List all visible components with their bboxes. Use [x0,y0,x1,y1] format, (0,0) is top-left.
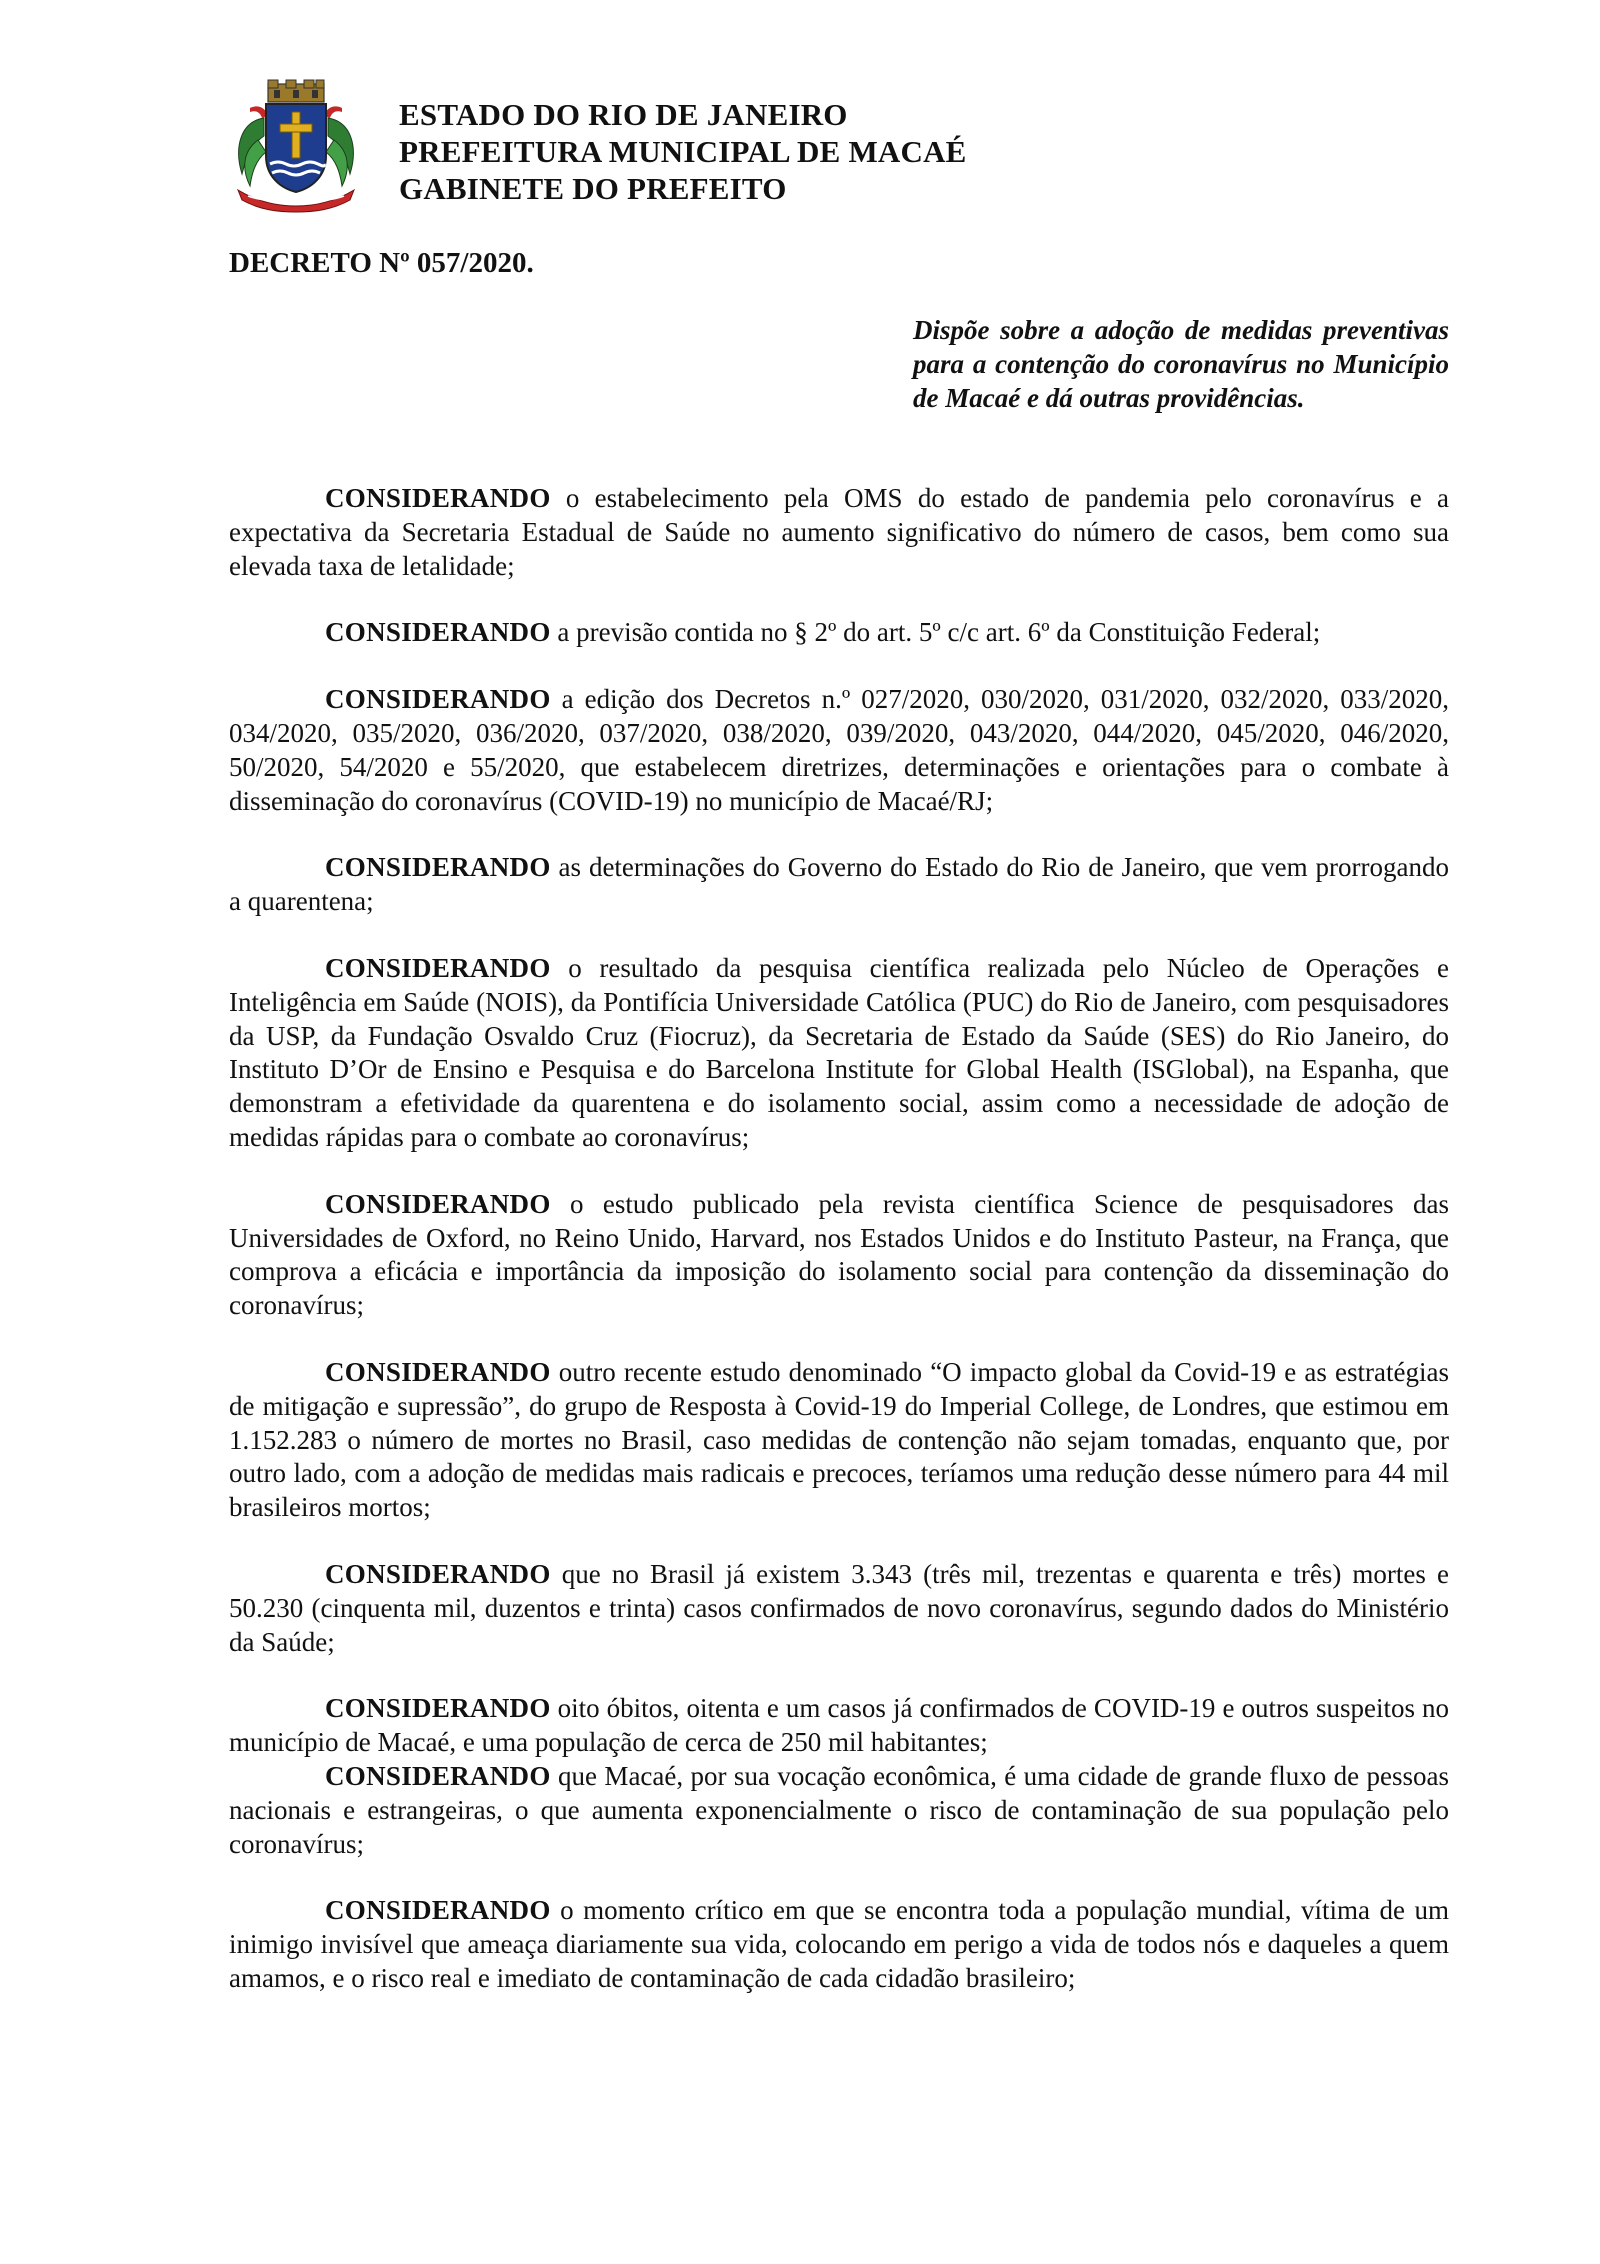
paragraph-text: oito óbitos, oitenta e um casos já confirmados de COVID-19 e outros suspeitos no município de Macaé, e uma população de cerca de 250 mil habitantes; [229,1693,1449,1758]
decree-summary: Dispõe sobre a adoção de medidas preventivas para a contenção do coronavírus no Município de Macaé e dá outras providências. [913,315,1449,413]
considerando-paragraph [229,1692,1449,1760]
paragraph-text: que no Brasil já existem 3.343 (três mil, trezentas e quarenta e três) mortes e 50.230 (cinquenta mil, duzentos e trinta) casos confirmados de novo coronavírus, segundo dados do Ministério da Saúde; [229,1558,1449,1657]
paragraph-lead: CONSIDERANDO [325,1188,551,1219]
decree-number: DECRETO Nº 057/2020. [229,247,534,279]
paragraph-text: a edição dos Decretos n.º 027/2020, 030/2020, 031/2020, 032/2020, 033/2020, 034/2020, 035/2020, 036/2020, 037/2020, 038/2020, 039/2020, 043/2020, 044/2020, 045/2020, 046/2020, 50/2020, 54/2020 e 55/2020, que estabelecem diretrizes, determinações e orientações para o combate à disseminação do coronavírus (COVID-19) no município de Macaé/RJ; [229,684,1449,816]
paragraph-lead: CONSIDERANDO [325,952,551,983]
considerando-paragraph [229,683,1449,818]
paragraph-lead: CONSIDERANDO [325,617,551,648]
state-name: ESTADO DO RIO DE JANEIRO [399,97,848,132]
considerando-paragraph [229,1894,1449,1995]
paragraph-lead: CONSIDERANDO [325,684,551,715]
considerando-paragraph [229,1188,1449,1323]
paragraph-lead: CONSIDERANDO [325,1693,551,1724]
coat-of-arms-icon [228,78,364,214]
paragraph-text: o estabelecimento pela OMS do estado de pandemia pelo coronavírus e a expectativa da Secretaria Estadual de Saúde no aumento significativo do número de casos, bem como sua elevada taxa de letalidade; [229,483,1449,581]
letterhead [399,96,1299,207]
paragraph-text: as determinações do Governo do Estado do Rio de Janeiro, que vem prorrogando a quarentena; [229,852,1449,917]
considerando-paragraph [229,851,1449,919]
considerando-paragraph [229,1558,1449,1659]
office-name: GABINETE DO PREFEITO [399,171,787,206]
paragraph-text: o momento crítico em que se encontra toda a população mundial, vítima de um inimigo invisível que ameaça diariamente sua vida, colocando em perigo a vida de todos nós e daqueles a quem amamos, e o risco real e imediato de contaminação de cada cidadão brasileiro; [229,1895,1449,1993]
paragraph-lead: CONSIDERANDO [325,1895,551,1926]
paragraph-lead: CONSIDERANDO [325,483,551,513]
paragraph-text: que Macaé, por sua vocação econômica, é uma cidade de grande fluxo de pessoas nacionais e estrangeiras, o que aumenta exponencialmente o risco de contaminação de sua população pelo coronavírus; [229,1760,1449,1859]
considerando-paragraph [229,1356,1449,1525]
paragraph-text: o estudo publicado pela revista científica Science de pesquisadores das Universidades de Oxford, no Reino Unido, Harvard, nos Estados Unidos e do Instituto Pasteur, na França, que comprova a eficácia e importância da imposição do isolamento social para contenção da disseminação do coronavírus; [229,1188,1449,1321]
paragraph-text: a previsão contida no § 2º do art. 5º c/c art. 6º da Constituição Federal; [550,617,1321,648]
municipality-name: PREFEITURA MUNICIPAL DE MACAÉ [399,134,967,169]
paragraph-lead: CONSIDERANDO [325,1356,551,1387]
paragraph-text: o resultado da pesquisa científica realizada pelo Núcleo de Operações e Inteligência em Saúde (NOIS), da Pontifícia Universidade Católica (PUC) do Rio de Janeiro, com pesquisadores da USP, da Fundação Osvaldo Cruz (Fiocruz), da Secretaria de Estado da Saúde (SES) do Rio Janeiro, do Instituto D’Or de Ensino e Pesquisa e do Barcelona Institute for Global Health (ISGlobal), na Espanha, que demonstram a efetividade da quarentena e do isolamento social, assim como a necessidade de adoção de medidas rápidas para o combate ao coronavírus; [229,952,1449,1152]
paragraph-text: outro recente estudo denominado “O impacto global da Covid-19 e as estratégias de mitigação e supressão”, do grupo de Resposta à Covid-19 do Imperial College, de Londres, que estimou em 1.152.283 o número de mortes no Brasil, caso medidas de contenção não sejam tomadas, enquanto que, por outro lado, com a adoção de medidas mais radicais e precoces, teríamos uma redução desse número para 44 mil brasileiros mortos; [229,1356,1449,1523]
considerando-paragraph [229,616,1449,650]
paragraph-lead: CONSIDERANDO [325,1558,551,1589]
considerando-paragraph [229,1760,1449,1861]
document-body [229,482,1449,2029]
considerando-paragraph [229,482,1449,583]
paragraph-lead: CONSIDERANDO [325,852,551,883]
considerando-paragraph [229,952,1449,1155]
paragraph-lead: CONSIDERANDO [325,1760,551,1791]
